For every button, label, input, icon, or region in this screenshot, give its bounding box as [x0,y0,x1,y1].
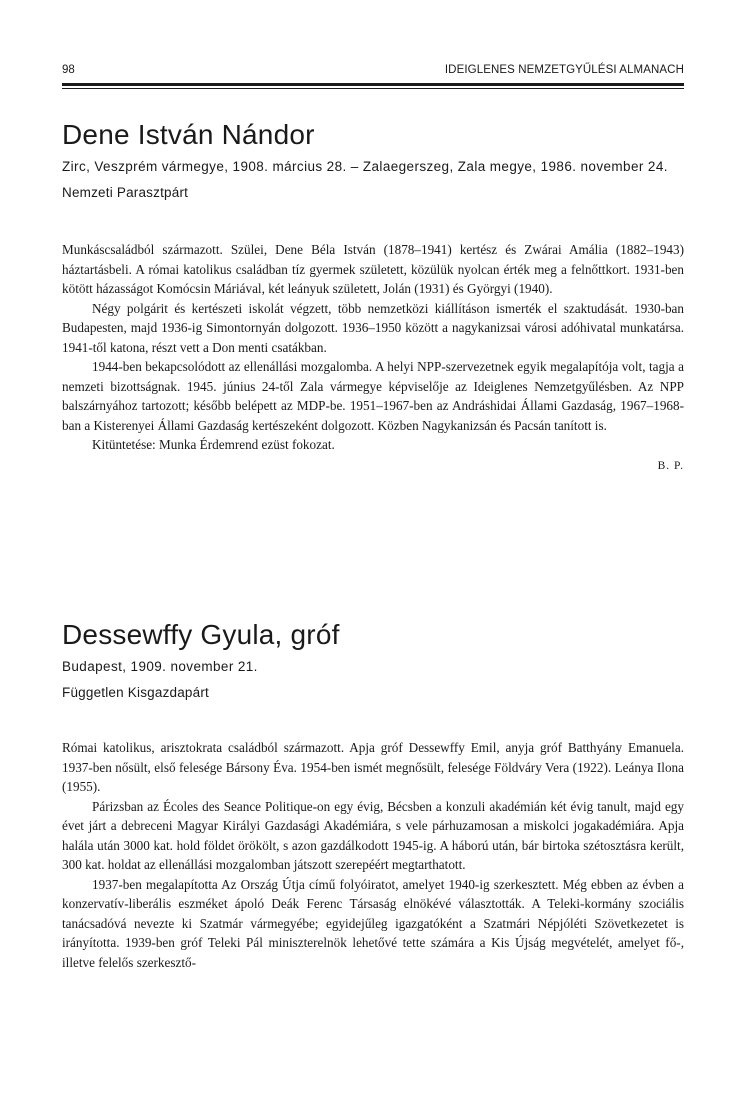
entry-paragraph: Négy polgárit és kertészeti iskolát végzett, több nemzetközi kiállításon ismerték el szaktudását. 1930-ban Budapesten, majd 1936-ig Simontornyán dolgozott. 1936–1950 között a nagykanizsai városi adóhivatal munkatársa. 1941-től katona, részt vett a Don menti csatákban. [62,300,684,355]
entry-party: Független Kisgazdapárt [62,685,209,700]
page-number: 98 [62,64,75,76]
running-title: IDEIGLENES NEMZETGYŰLÉSI ALMANACH [444,64,684,76]
biography-entry [62,618,684,972]
entry-paragraph: Munkáscsaládból származott. Szülei, Dene Béla István (1878–1941) kertész és Zwárai Amália (1882–1943) háztartásbeli. A római katolikus családban tíz gyermek született, közülük nyolcan érték meg a felnőttkort. 1931-ben kötött házasságot Komócsin Máriával, két leányuk született, Jolán (1931) és Györgyi (1940). [62,242,684,296]
entry-birth-death: Budapest, 1909. november 21. [62,659,258,674]
entry-paragraph: 1937-ben megalapította Az Ország Útja című folyóiratot, amelyet 1940-ig szerkesztett. Még ebben az évben a konzervatív-liberális eszméket ápoló Deák Ferenc Társaság elnökévé választották. A Teleki-kormány szociális tanácsadóvá nevezte ki Szatmár vármegyébe; egyidejűleg igazgatóként a Szatmári Népjóléti Szövetkezetet is irányította. 1939-ben gróf Teleki Pál miniszterelnök lehetővé tette számára a Kis Újság megvételét, amelyet fő-, illetve felelős szerkesztő- [62,876,684,970]
entry-body [62,738,684,972]
entry-name: Dessewffy Gyula, gróf [62,619,340,650]
entry-name: Dene István Nándor [62,119,315,150]
header-rule-thick [62,83,684,86]
biography-entry [62,118,684,475]
running-header [62,64,684,80]
entry-paragraph: Római katolikus, arisztokrata családból származott. Apja gróf Dessewffy Emil, anyja gróf Batthyány Emanuela. 1937-ben nősült, első felesége Bársony Éva. 1954-ben ismét megnősült, felesége Földváry Vera (1922). Leánya Ilona (1955). [62,740,684,794]
entry-paragraph: 1944-ben bekapcsolódott az ellenállási mozgalomba. A helyi NPP-szervezetnek egyik megalapítója volt, tagja a nemzeti bizottságnak. 1945. június 24-től Zala vármegye képviselője az Ideiglenes Nemzetgyűlésben. Az NPP balszárnyához tartozott; később belépett az MDP-be. 1951–1967-ben az Andráshidai Állami Gazdaság, 1967–1968-ban a Kisterenyei Állami Gazdaság kertészeként dolgozott. Közben Nagykanizsán és Pacsán tanított is. [62,359,684,433]
entry-body [62,240,684,475]
entry-paragraph: Kitüntetése: Munka Érdemrend ezüst fokozat. [92,437,335,452]
entry-party: Nemzeti Parasztpárt [62,185,189,200]
entry-birth-death: Zirc, Veszprém vármegye, 1908. március 28. – Zalaegerszeg, Zala megye, 1986. november 24. [62,159,668,174]
header-rule-thin [62,88,684,89]
entry-paragraph: Párizsban az Écoles des Seance Politique-on egy évig, Bécsben a konzuli akadémián két évig tanult, majd egy évet járt a debreceni Magyar Királyi Gazdasági Akadémiára, s vele párhuzamosan a miskolci jogakadémiára. Apja halála után 3000 kat. hold földet örökölt, s azon gazdálkodott 1945-ig. A háború után, bár birtoka szétosztásra került, 300 kat. holdat az ellenállási mozgalomban játszott szerepéért megtarthatott. [62,798,684,872]
author-initials: B. P. [657,459,684,472]
